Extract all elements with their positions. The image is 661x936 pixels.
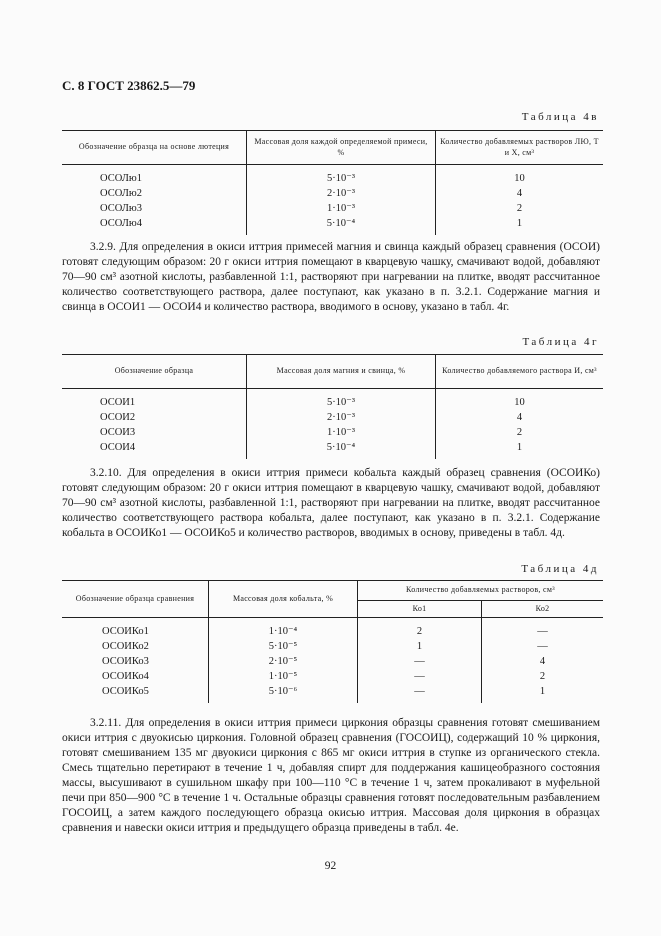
table-cell: ОСОЛю3 — [100, 203, 142, 214]
table-header-cell: Обозначение образца сравнения — [62, 581, 209, 618]
table-row — [62, 639, 603, 654]
table-cell: ОСОИКо4 — [102, 671, 149, 682]
table-cell: 1·10⁻⁵ — [209, 669, 358, 684]
table-cell: 1 — [436, 440, 604, 459]
table-cell: 5·10⁻⁶ — [209, 684, 358, 703]
table-row — [62, 684, 603, 703]
table-subheader-cell: Ко1 — [358, 601, 482, 618]
table-header-cell: Обозначение образца — [62, 355, 247, 389]
table-cell: 2·10⁻⁵ — [209, 654, 358, 669]
page-header: С. 8 ГОСТ 23862.5—79 — [62, 78, 196, 93]
table-cell: — — [482, 639, 603, 654]
table-row — [62, 410, 603, 425]
table-4d-caption: Таблица 4д — [521, 563, 599, 575]
table-cell: — — [358, 669, 482, 684]
table-cell: 1·10⁻⁴ — [209, 618, 358, 640]
table-cell: ОСОИ2 — [100, 412, 136, 423]
table-cell: ОСОЛю1 — [100, 173, 142, 184]
table-header-cell: Массовая доля магния и свинца, % — [247, 355, 436, 389]
table-cell: 4 — [436, 410, 604, 425]
table-cell: — — [358, 684, 482, 703]
table-header-cell: Количество добавляемых растворов, см³ — [358, 581, 604, 601]
page-number: 92 — [324, 860, 337, 872]
table-cell: 2 — [436, 201, 604, 216]
table-row — [62, 425, 603, 440]
table-cell: 4 — [482, 654, 603, 669]
paragraph-3-2-9: 3.2.9. Для определения в окиси иттрия примесей магния и свинца каждый образец сравнения (ОСОИ) готовят следующим образом: 20 г окиси иттрия помещают в кварцевую чашку, смачивают водой, добавляют 70—90 см³ азотной кислоты, разбавленной 1:1, растворяют при нагревании на плитке, вводят рассчитанное количество соответствующего раствора, далее поступают, как указано в п. 3.2.1. Содержание магния и свинца в ОСОИ1 — ОСОИ4 и количество раствора, вводимого в основу, указано в табл. 4г. — [62, 241, 600, 313]
table-cell: 5·10⁻³ — [247, 165, 436, 187]
table-row — [62, 201, 603, 216]
table-4d — [62, 580, 603, 703]
table-cell: 1 — [358, 639, 482, 654]
table-4v — [62, 130, 603, 235]
table-cell: 1·10⁻³ — [247, 201, 436, 216]
table-cell: 4 — [436, 186, 604, 201]
table-cell: 1·10⁻³ — [247, 425, 436, 440]
table-cell: ОСОИКо5 — [102, 686, 149, 697]
table-cell: 2 — [436, 425, 604, 440]
table-row — [62, 186, 603, 201]
table-header-cell: Массовая доля кобальта, % — [209, 581, 358, 618]
table-cell: 1 — [482, 684, 603, 703]
table-4g-caption: Таблица 4г — [522, 336, 599, 348]
table-row — [62, 669, 603, 684]
table-4v-caption: Таблица 4в — [521, 111, 599, 123]
table-header-cell: Количество добавляемых растворов ЛЮ, Т и X, см³ — [436, 131, 604, 165]
table-header-cell: Массовая доля каждой определяемой примеси, % — [247, 131, 436, 165]
table-cell: — — [482, 618, 603, 640]
paragraph-3-2-10: 3.2.10. Для определения в окиси иттрия примеси кобальта каждый образец сравнения (ОСОИКо) готовят следующим образом: 20 г окиси иттрия помещают в кварцевую чашку, смачивают водой, добавляют 70—90 см³ азотной кислоты, разбавленной 1:1, растворяют при нагревании на плитке, вводят рассчитанное количество соответствующего раствора кобальта, далее поступают, как указано в п. 3.2.1. Содержание кобальта в ОСОИКо1 — ОСОИКо5 и количество растворов, вводимых в основу, приведены в табл. 4д. — [62, 467, 600, 539]
table-cell: 2 — [482, 669, 603, 684]
table-cell: 5·10⁻³ — [247, 389, 436, 411]
table-cell: ОСОЛю2 — [100, 188, 142, 199]
table-row — [62, 165, 603, 187]
table-cell: 1 — [436, 216, 604, 235]
table-cell: ОСОЛю4 — [100, 218, 142, 229]
table-row — [62, 389, 603, 411]
table-cell: ОСОИКо3 — [102, 656, 149, 667]
table-cell: 5·10⁻⁴ — [247, 216, 436, 235]
table-row — [62, 440, 603, 459]
table-row — [62, 618, 603, 640]
table-cell: 5·10⁻⁴ — [247, 440, 436, 459]
table-4g — [62, 354, 603, 459]
table-cell: 2·10⁻³ — [247, 186, 436, 201]
table-cell: 2 — [358, 618, 482, 640]
table-cell: ОСОИКо2 — [102, 641, 149, 652]
table-cell: ОСОИКо1 — [102, 626, 149, 637]
paragraph-3-2-11: 3.2.11. Для определения в окиси иттрия примеси циркония образцы сравнения готовят смешиванием окиси иттрия с двуокисью циркония. Головной образец сравнения (ГОСОИЦ), содержащий 10 % циркония, готовят смешиванием 135 мг двуокиси циркония с 865 мг окиси иттрия в ступке из органического стекла. Смесь тщательно перетирают в течение 1 ч, добавляя спирт для поддержания кашицеобразного состояния массы, высушивают в сушильном шкафу при 100—110 °С в течение 1 ч, затем прокаливают в муфельной печи при 850—900 °С в течение 1 ч. Остальные образцы сравнения готовят последовательным разбавлением ГОСОИЦ, а затем каждого последующего образца окисью иттрия. Массовая доля циркония в образцах сравнения и навески окиси иттрия и предыдущего образца приведены в табл. 4е. — [62, 717, 600, 834]
table-cell: ОСОИ1 — [100, 397, 136, 408]
table-cell: 2·10⁻³ — [247, 410, 436, 425]
table-row — [62, 654, 603, 669]
table-row — [62, 216, 603, 235]
table-cell: ОСОИ4 — [100, 442, 136, 453]
table-header-cell: Обозначение образца на основе лютеция — [62, 131, 247, 165]
table-cell: ОСОИ3 — [100, 427, 136, 438]
table-cell: — — [358, 654, 482, 669]
table-cell: 10 — [436, 389, 604, 411]
table-header-cell: Количество добавляемого раствора И, см³ — [436, 355, 604, 389]
table-subheader-cell: Ко2 — [482, 601, 603, 618]
table-cell: 5·10⁻⁵ — [209, 639, 358, 654]
table-cell: 10 — [436, 165, 604, 187]
